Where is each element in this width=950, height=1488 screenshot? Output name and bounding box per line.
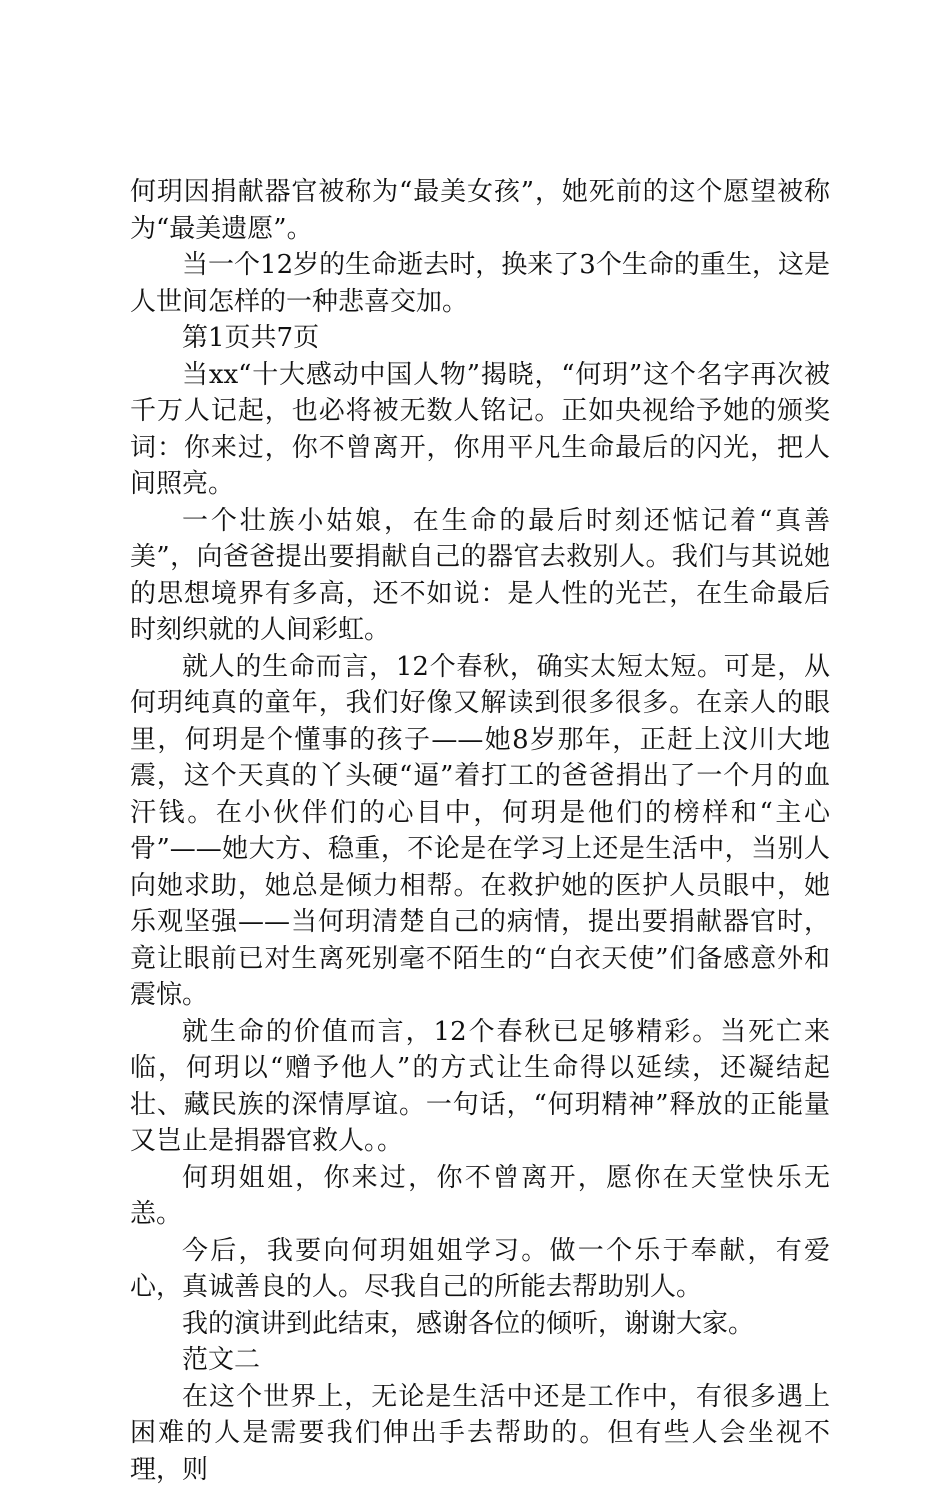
paragraph-4: 一个壮族小姑娘，在生命的最后时刻还惦记着“真善美”，向爸爸提出要捐献自己的器官去救别人。我们与其说她的思想境界有多高，还不如说：是人性的光芒，在生命最后时刻织就的人间彩虹。 <box>130 503 830 649</box>
paragraph-9: 我的演讲到此结束，感谢各位的倾听，谢谢大家。 <box>130 1306 830 1343</box>
section-heading: 范文二 <box>130 1342 830 1379</box>
paragraph-3: 当xx“十大感动中国人物”揭晓，“何玥”这个名字再次被千万人记起，也必将被无数人铭记。正如央视给予她的颁奖词：你来过，你不曾离开，你用平凡生命最后的闪光，把人间照亮。 <box>130 357 830 503</box>
paragraph-1: 何玥因捐献器官被称为“最美女孩”，她死前的这个愿望被称为“最美遗愿”。 <box>130 174 830 247</box>
paragraph-8: 今后，我要向何玥姐姐学习。做一个乐于奉献，有爱心，真诚善良的人。尽我自己的所能去帮助别人。 <box>130 1233 830 1306</box>
paragraph-5: 就人的生命而言，12个春秋，确实太短太短。可是，从何玥纯真的童年，我们好像又解读到很多很多。在亲人的眼里，何玥是个懂事的孩子——她8岁那年，正赶上汶川大地震，这个天真的丫头硬“逼”着打工的爸爸捐出了一个月的血汗钱。在小伙伴们的心目中，何玥是他们的榜样和“主心骨”——她大方、稳重，不论是在学习上还是生活中，当别人向她求助，她总是倾力相帮。在救护她的医护人员眼中，她乐观坚强——当何玥清楚自己的病情，提出要捐献器官时，竟让眼前已对生离死别毫不陌生的“白衣天使”们备感意外和震惊。 <box>130 649 830 1014</box>
paragraph-6: 就生命的价值而言，12个春秋已足够精彩。当死亡来临，何玥以“赠予他人”的方式让生命得以延续，还凝结起壮、藏民族的深情厚谊。一句话，“何玥精神”释放的正能量又岂止是捐器官救人。。 <box>130 1014 830 1160</box>
document-body <box>130 174 830 1488</box>
paragraph-10: 在这个世界上，无论是生活中还是工作中，有很多遇上困难的人是需要我们伸出手去帮助的。但有些人会坐视不理，则 <box>130 1379 830 1488</box>
paragraph-7: 何玥姐姐，你来过，你不曾离开，愿你在天堂快乐无恙。 <box>130 1160 830 1233</box>
page-number-label: 第1页共7页 <box>130 320 830 357</box>
paragraph-2: 当一个12岁的生命逝去时，换来了3个生命的重生，这是人世间怎样的一种悲喜交加。 <box>130 247 830 320</box>
